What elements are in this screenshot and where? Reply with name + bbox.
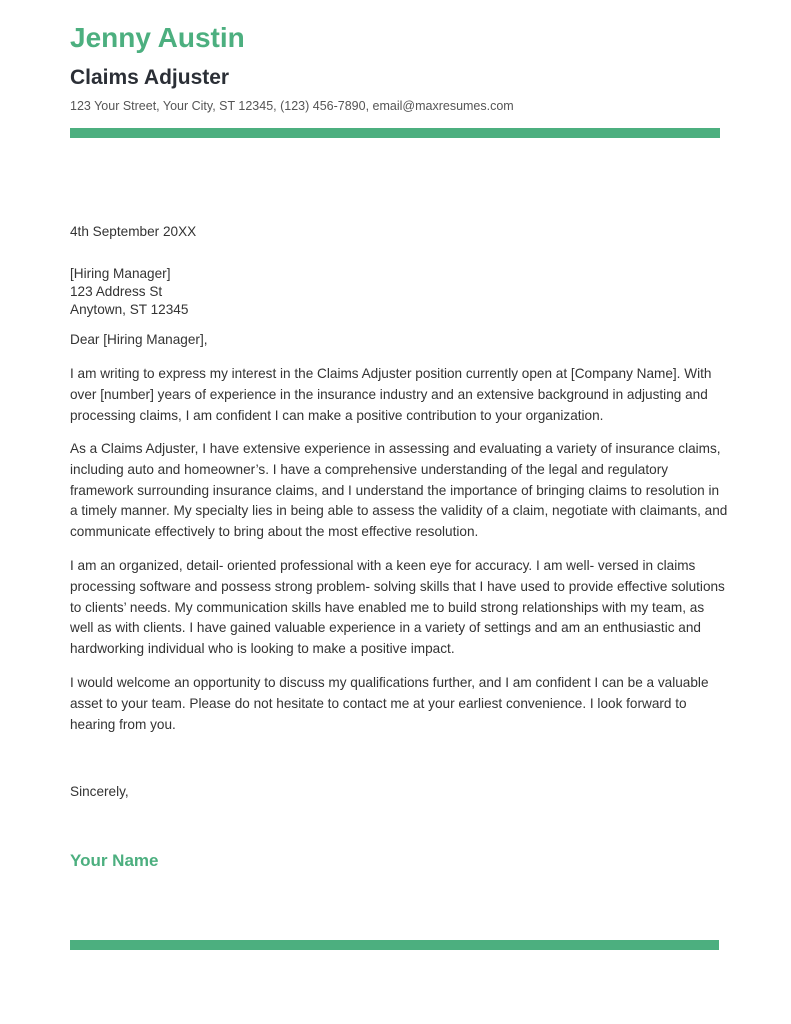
recipient-name: [Hiring Manager] (70, 266, 171, 281)
recipient-block (70, 265, 730, 318)
signature-name: Your Name (70, 851, 159, 870)
closing: Sincerely, (70, 784, 129, 799)
salutation: Dear [Hiring Manager], (70, 332, 208, 347)
applicant-name: Jenny Austin (70, 22, 245, 53)
header-divider (70, 128, 720, 138)
recipient-city: Anytown, ST 12345 (70, 301, 189, 317)
paragraph-closing: I would welcome an opportunity to discuss my qualifications further, and I am confident I can be a valuable asset to your team. Please do not hesitate to contact me at your earliest convenience. I look forward to hearing from you. (70, 675, 709, 732)
letter-date: 4th September 20XX (70, 224, 197, 239)
paragraph-skills: I am an organized, detail- oriented professional with a keen eye for accuracy. I am well- versed in claims processing software and possess strong problem- solving skills that I have used to provide effective solutions to clients’ needs. My communication skills have enabled me to build strong relationships with my team, as well as with clients. I have gained valuable experience in a variety of settings and am an enthusiastic and hardworking individual who is looking to make a positive impact. (70, 558, 725, 657)
footer-divider (70, 940, 719, 950)
paragraph-experience: As a Claims Adjuster, I have extensive experience in assessing and evaluating a variety of insurance claims, including auto and homeowner’s. I have a comprehensive understanding of the legal and regulatory framework surrounding insurance claims, and I understand the importance of bringing claims to resolution in a timely manner. My specialty lies in being able to assess the validity of a claim, negotiate with claimants, and communicate effectively to bring about the most effective resolution. (70, 441, 728, 540)
paragraph-intro: I am writing to express my interest in the Claims Adjuster position currently open at [Company Name]. With over [number] years of experience in the insurance industry and an extensive background in adjusting and processing claims, I am confident I can make a positive contribution to your organization. (70, 366, 712, 423)
recipient-address: 123 Address St (70, 283, 163, 299)
job-title: Claims Adjuster (70, 66, 230, 89)
contact-info: 123 Your Street, Your City, ST 12345, (123) 456-7890, email@maxresumes.com (70, 99, 514, 113)
